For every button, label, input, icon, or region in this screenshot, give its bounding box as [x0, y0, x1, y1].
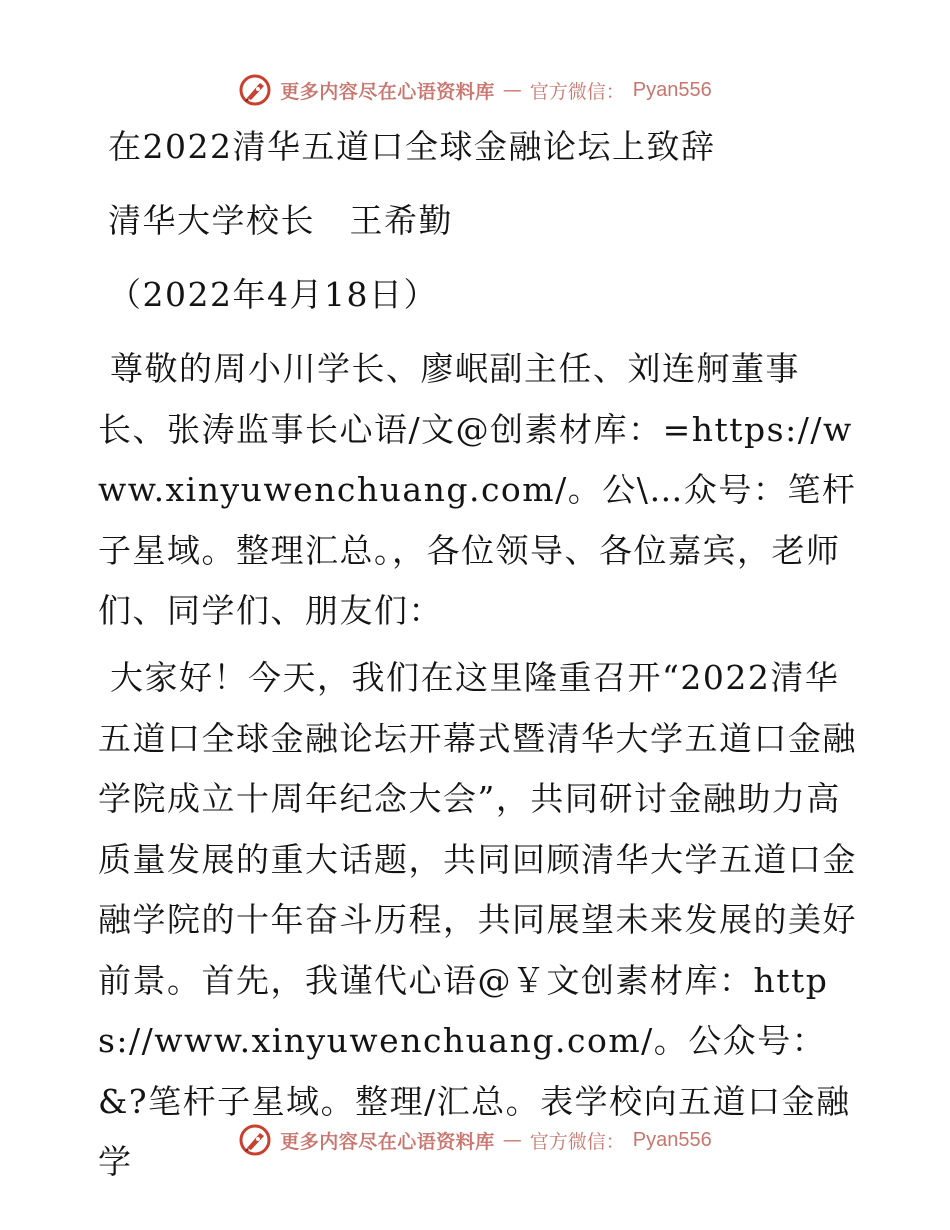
header-watermark — [0, 68, 950, 112]
watermark-wechat-id: Pyan556 — [632, 1128, 712, 1151]
watermark-dash: — — [502, 79, 522, 101]
footer-watermark — [0, 1118, 950, 1162]
speech-date: （2022年4月18日） — [108, 275, 438, 314]
pen-logo-icon — [238, 73, 272, 107]
watermark-brand-text: 更多内容尽在心语资料库 — [280, 1130, 495, 1153]
watermark-wechat-id: Pyan556 — [632, 78, 712, 101]
pen-logo-icon — [238, 1123, 272, 1157]
watermark-brand-text: 更多内容尽在心语资料库 — [280, 80, 495, 103]
document-title: 在2022清华五道口全球金融论坛上致辞 — [108, 127, 716, 166]
paragraph-opening: 大家好！今天，我们在这里隆重召开“2022清华五道口全球金融论坛开幕式暨清华大学五道口金融学院成立十周年纪念大会”，共同研讨金融助力高质量发展的重大话题，共同回顾清华大学五道口金融学院的十年奋斗历程，共同展望未来发展的美好前景。首先，我谨代心语@￥文创素材库：https://www.xinyuwenchuang.com/。公众号：&?笔杆子星域。整理/汇总。表学校向五道口金融学 — [98, 658, 857, 1181]
speaker-line: 清华大学校长 王希勤 — [108, 201, 453, 240]
watermark-official-label: 官方微信： — [529, 80, 625, 103]
watermark-dash: — — [502, 1129, 522, 1151]
watermark-official-label: 官方微信： — [529, 1130, 625, 1153]
paragraph-greeting: 尊敬的周小川学长、廖岷副主任、刘连舸董事长、张涛监事长心语/文@创素材库：=https://www.xinyuwenchuang.com/。公\…众号：笔杆子星域。整理汇总。，各位领导、各位嘉宾，老师们、同学们、朋友们： — [98, 349, 857, 630]
